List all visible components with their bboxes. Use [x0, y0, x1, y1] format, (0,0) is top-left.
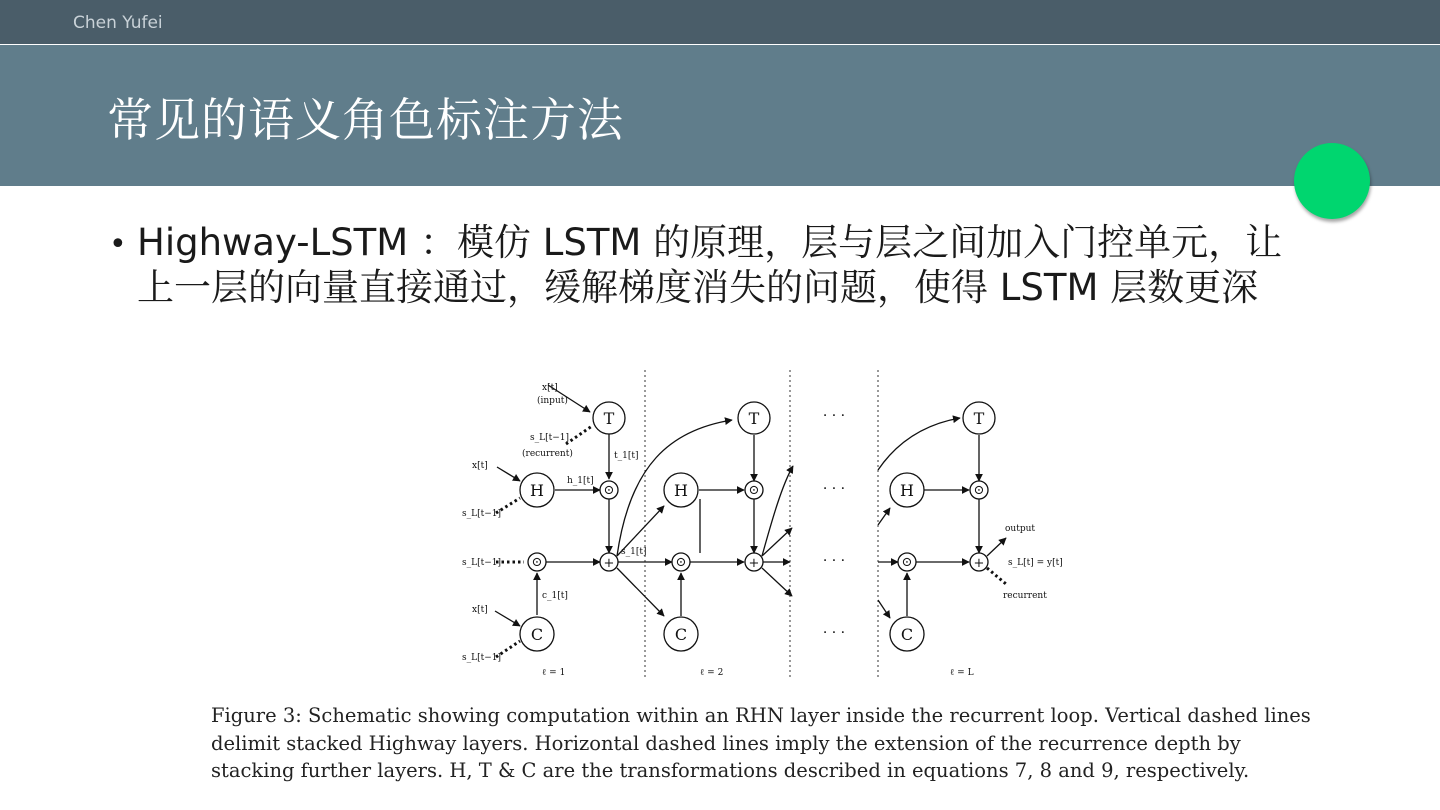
figure-caption: Figure 3: Schematic showing computation within an RHN layer inside the recurrent loop. Vertical dashed lines delimit stacked Highway layers. Horizontal dashed lines imply the extension of the recurrence depth by stacking further layers. H, T & C are the transformations described in equations 7, 8 and 9, respectively. — [211, 704, 1311, 782]
plus-glyph: + — [603, 556, 615, 571]
node-label-h: H — [530, 481, 544, 500]
bullet-text: Highway-LSTM ：模仿 LSTM 的原理，层与层之间加入门控单元，让上一层的向量直接通过，缓解梯度消失的问题，使得 LSTM 层数更深 — [137, 221, 1283, 309]
label-layer-2: ℓ = 2 — [700, 668, 724, 678]
label-layer-l: ℓ = L — [950, 668, 974, 678]
top-bar — [0, 0, 1440, 44]
dot-glyph: ⊙ — [901, 555, 913, 570]
ellipsis: · · · — [822, 481, 846, 497]
node-label-c: C — [530, 625, 544, 644]
author-name: Chen Yufei — [73, 13, 163, 33]
label-h1: h_1[t] — [567, 476, 594, 486]
ellipsis: · · · — [822, 625, 846, 641]
ellipsis: · · · — [822, 408, 846, 424]
node-label-t: T — [603, 409, 615, 428]
plus-glyph: + — [973, 556, 985, 571]
dot-glyph: ⊙ — [748, 483, 760, 498]
label-s-h: s_L[t−1] — [462, 509, 502, 519]
label-c1: c_1[t] — [542, 591, 568, 601]
node-label-c: C — [674, 625, 688, 644]
label-recurrent: recurrent — [1003, 591, 1047, 601]
label-out-eq: s_L[t] = y[t] — [1008, 558, 1063, 568]
label-x-input: x[t] — [542, 383, 558, 393]
node-label-t: T — [973, 409, 985, 428]
rhn-schematic-figure — [450, 370, 1070, 685]
plus-glyph: + — [748, 556, 760, 571]
dot-glyph: ⊙ — [675, 555, 687, 570]
node-label-t: T — [748, 409, 760, 428]
label-input: (input) — [537, 396, 568, 406]
green-circle-decoration — [1294, 143, 1370, 219]
bullet-marker: • — [109, 227, 127, 262]
dot-glyph: ⊙ — [603, 483, 615, 498]
label-output: output — [1005, 524, 1036, 534]
ellipsis: · · · — [822, 553, 846, 569]
node-label-h: H — [900, 481, 914, 500]
label-x-h: x[t] — [472, 461, 488, 471]
label-layer-1: ℓ = 1 — [542, 668, 566, 678]
label-s-c: s_L[t−1] — [462, 653, 502, 663]
node-label-h: H — [674, 481, 688, 500]
node-label-c: C — [900, 625, 914, 644]
label-recurrent-paren: (recurrent) — [522, 449, 573, 459]
label-x-c: x[t] — [472, 605, 488, 615]
label-t1: t_1[t] — [614, 451, 639, 461]
label-s-carry: s_L[t−1] — [462, 558, 502, 568]
label-s1: s_1[t] — [621, 547, 647, 557]
dot-glyph: ⊙ — [531, 555, 543, 570]
label-s-recurrent: s_L[t−1] — [530, 433, 570, 443]
dot-glyph: ⊙ — [973, 483, 985, 498]
slide-title: 常见的语义角色标注方法 — [107, 93, 624, 147]
